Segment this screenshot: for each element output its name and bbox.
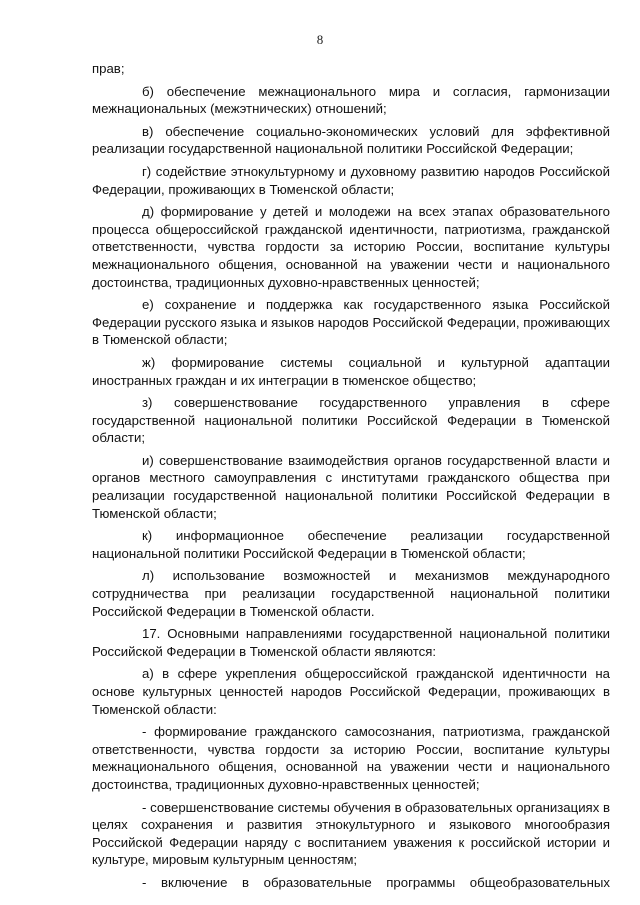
paragraph-item-zh: ж) формирование системы социальной и культурной адаптации иностранных граждан и их интеграции в тюменское общество; [92, 354, 610, 388]
paragraph-continuation: прав; [92, 61, 125, 76]
paragraph-item-d: д) формирование у детей и молодежи на всех этапах образовательного процесса общероссийской гражданской идентичности, патриотизма, гражданской ответственности, чувства гордости за историю России, воспитание культуры межнационального общения, основанной на уважении чести и национального достоинства, традиционных духовно-нравственных ценностей; [92, 204, 610, 290]
paragraph-section-17: 17. Основными направлениями государственной национальной политики Российской Федерации в Тюменской области являются: [92, 626, 610, 659]
paragraph-bullet-3: - включение в образовательные программы общеобразовательных [142, 874, 610, 890]
paragraph-item-l: л) использование возможностей и механизмов международного сотрудничества при реализации государственной национальной политики Российской Федерации в Тюменской области. [92, 568, 610, 619]
paragraph-bullet-1: - формирование гражданского самосознания, патриотизма, гражданской ответственности, чувства гордости за историю России, воспитание культуры межнационального общения, основанной на уважении чести и национального достоинства, традиционных духовно-нравственных ценностей; [92, 724, 610, 792]
paragraph-item-g: г) содействие этнокультурному и духовному развитию народов Российской Федерации, проживающих в Тюменской области; [92, 163, 610, 197]
paragraph-item-z: з) совершенствование государственного управления в сфере государственной национальной политики Российской Федерации в Тюменской области; [92, 395, 610, 446]
paragraph-bullet-2: - совершенствование системы обучения в образовательных организациях в целях сохранения и развития этнокультурного и языкового многообразия Российской Федерации наряду с воспитанием уважения к российской истории и культуре, мировым культурным ценностям; [92, 799, 610, 868]
paragraph-17-item-a: а) в сфере укрепления общероссийской гражданской идентичности на основе культурных ценностей народов Российской Федерации, проживающих в Тюменской области: [92, 666, 610, 717]
paragraph-item-k: к) информационное обеспечение реализации государственной национальной политики Российской Федерации в Тюменской области; [92, 528, 610, 561]
page-number: 8 [316, 32, 324, 47]
paragraph-item-v: в) обеспечение социально-экономических условий для эффективной реализации государственной национальной политики Российской Федерации; [92, 123, 610, 157]
paragraph-item-i: и) совершенствование взаимодействия органов государственной власти и органов местного самоуправления с институтами гражданского общества при реализации государственной национальной политики Российской Федерации в Тюменской области; [92, 452, 610, 521]
document-body [92, 60, 610, 897]
paragraph-item-e: е) сохранение и поддержка как государственного языка Российской Федерации русского языка и языков народов Российской Федерации, проживающих в Тюменской области; [92, 297, 610, 348]
paragraph-item-b: б) обеспечение межнационального мира и согласия, гармонизации межнациональных (межэтнических) отношений; [92, 83, 610, 117]
